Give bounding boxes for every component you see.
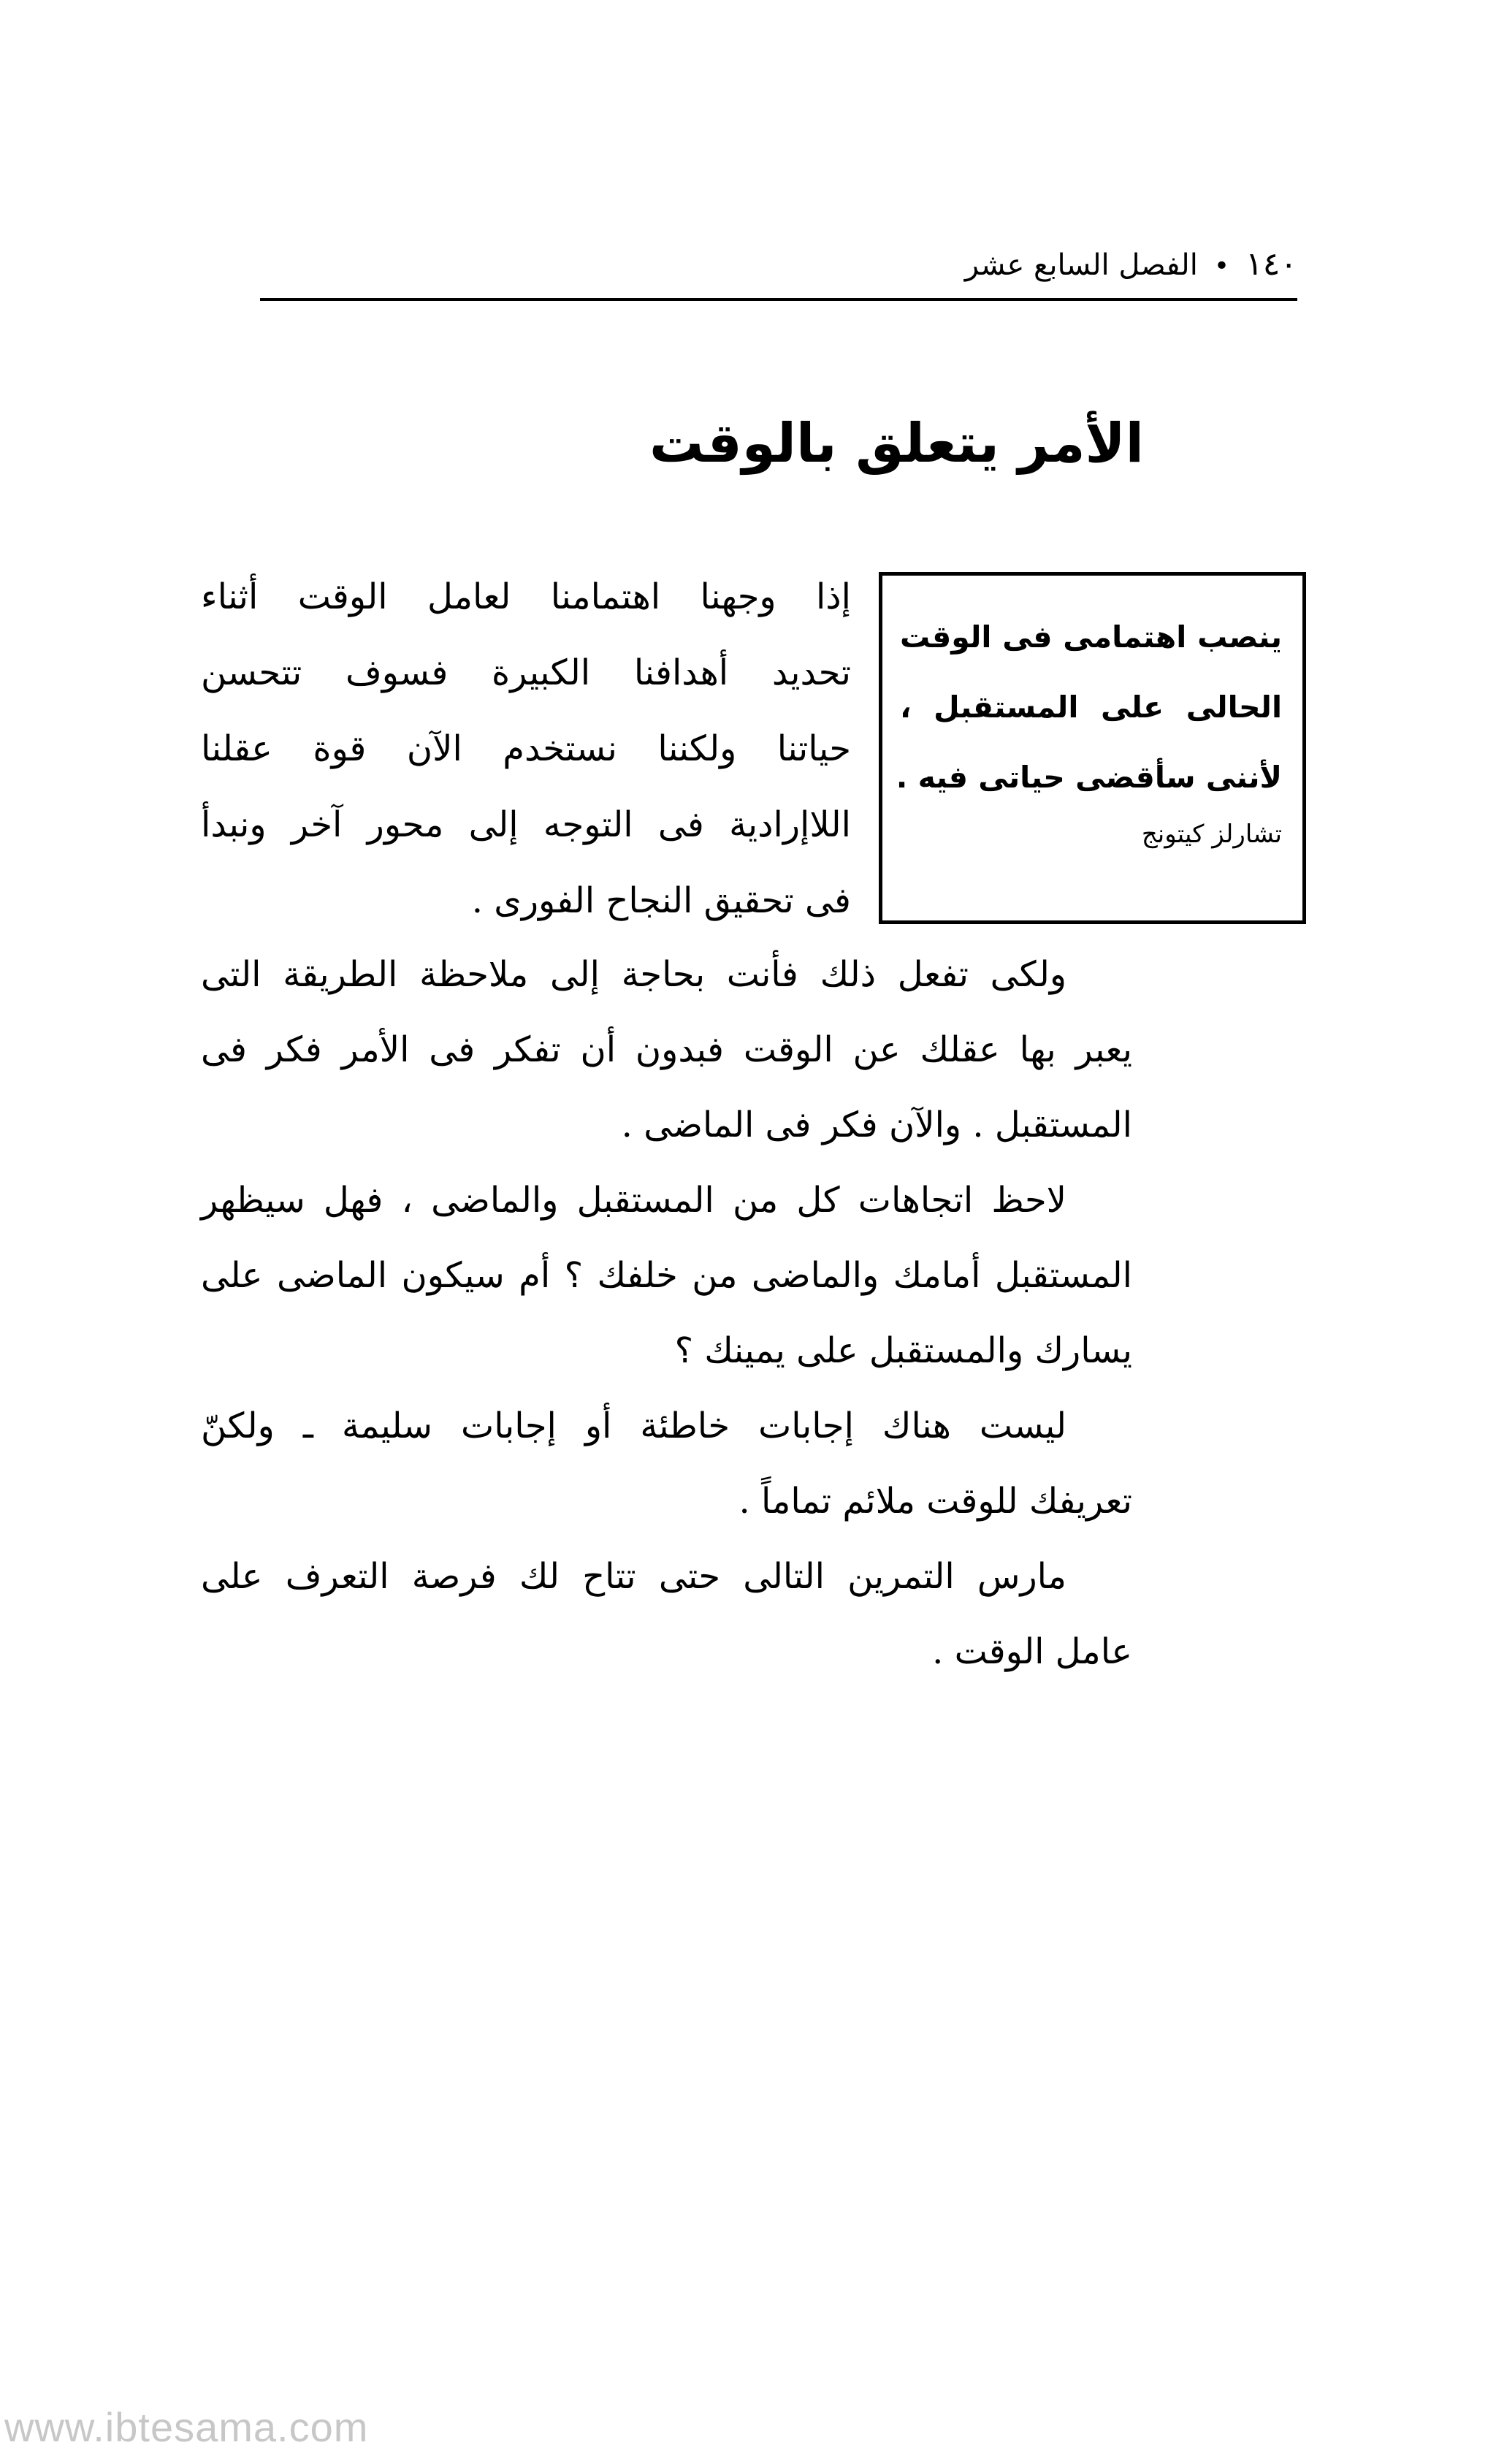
running-header — [965, 243, 1297, 289]
paragraph — [201, 937, 1132, 1163]
page-header — [260, 235, 1297, 301]
paragraph — [201, 1389, 1132, 1539]
text-line: مارس التمرين التالى حتى تتاح لك فرصة التعرف على — [201, 1556, 1066, 1597]
body-text — [201, 937, 1132, 1690]
text-line: تحديد أهدافنا الكبيرة فسوف تتحسن — [201, 652, 851, 693]
header-bullet: • — [1213, 251, 1230, 281]
paragraph — [201, 1539, 1132, 1690]
text-line: عامل الوقت . — [932, 1631, 1132, 1672]
quote-line: ينصب اهتمامى فى الوقت — [900, 619, 1282, 655]
paragraph — [201, 1163, 1132, 1389]
text-line: المستقبل أمامك والماضى من خلفك ؟ أم سيكون الماضى على — [201, 1255, 1132, 1296]
section-title: الأمر يتعلق بالوقت — [649, 412, 1144, 475]
page-number: ١٤٠ — [1245, 245, 1297, 283]
chapter-title: الفصل السابع عشر — [964, 248, 1198, 282]
text-line: المستقبل . والآن فكر فى الماضى . — [621, 1105, 1132, 1145]
watermark: www.ibtesama.com — [4, 2404, 369, 2450]
header-rule — [260, 298, 1297, 301]
quote-line: لأننى سأقضى حياتى فيه . — [896, 760, 1282, 795]
text-line: حياتنا ولكننا نستخدم الآن قوة عقلنا — [201, 728, 851, 769]
quote-box — [879, 572, 1306, 924]
text-line: يعبر بها عقلك عن الوقت فبدون أن تفكر فى الأمر فكر فى — [201, 1029, 1132, 1070]
quote-line: الحالى على المستقبل ، — [900, 690, 1282, 725]
text-line: لاحظ اتجاهات كل من المستقبل والماضى ، فهل سيظهر — [201, 1180, 1066, 1221]
text-line: إذا وجهنا اهتمامنا لعامل الوقت أثناء — [201, 576, 851, 617]
text-line: فى تحقيق النجاح الفورى . — [471, 880, 851, 921]
text-line: تعريفك للوقت ملائم تماماً . — [739, 1481, 1132, 1522]
text-line: ولكى تفعل ذلك فأنت بحاجة إلى ملاحظة الطريقة التى — [201, 954, 1066, 995]
text-line: يسارك والمستقبل على يمينك ؟ — [674, 1330, 1132, 1371]
text-line: ليست هناك إجابات خاطئة أو إجابات سليمة ـ ولكنّ — [201, 1405, 1066, 1446]
intro-paragraph — [201, 559, 851, 939]
quote-author: تشارلز كيتونج — [1141, 820, 1282, 849]
text-line: اللاإرادية فى التوجه إلى محور آخر ونبدأ — [201, 804, 851, 845]
